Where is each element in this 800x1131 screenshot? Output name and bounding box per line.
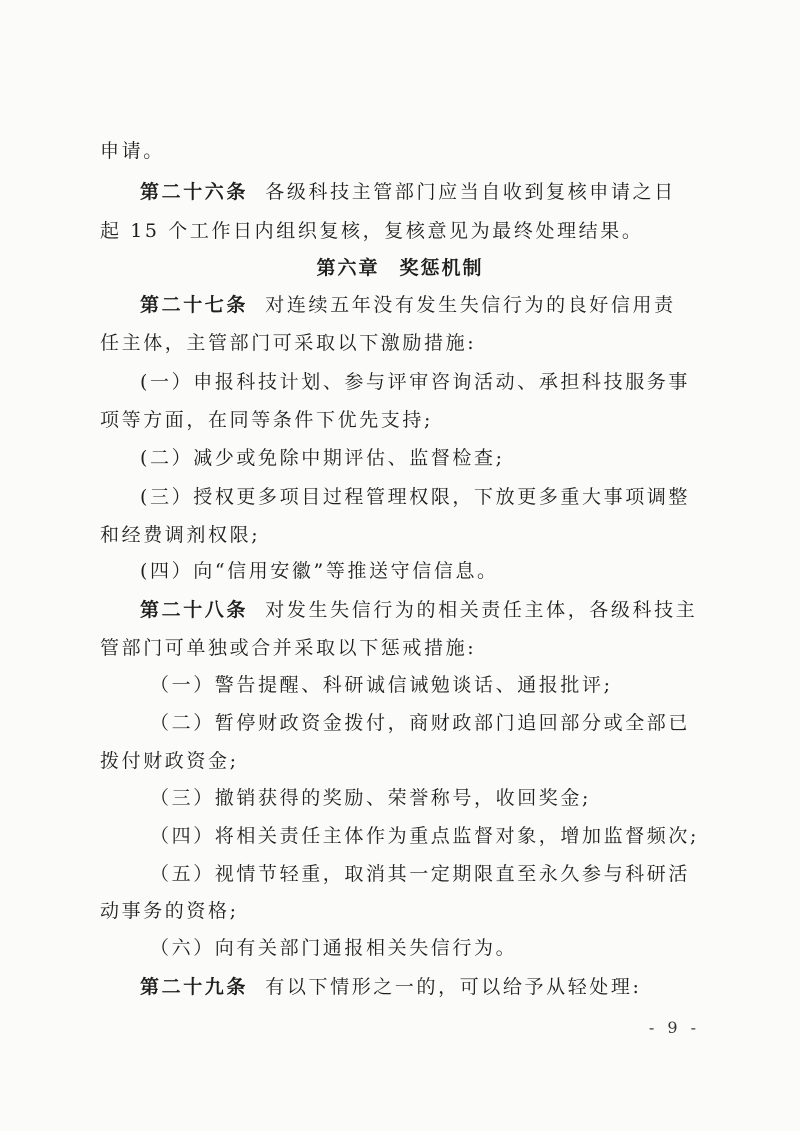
list-item-line [140,367,700,397]
line-text: 对发生失信行为的相关责任主体，各级科技主 [265,599,698,621]
article-heading: 第二十九条 [140,976,249,998]
line-text: 动事务的资格; [100,900,239,922]
list-item-line [150,933,700,963]
line-text: （四）将相关责任主体作为重点监督对象，增加监督频次; [150,825,700,847]
text-line [100,896,700,926]
text-line [100,328,700,358]
chapter-number: 第六章 [316,257,380,279]
text-line [100,746,700,776]
chapter-title: 奖惩机制 [399,257,484,279]
article-heading: 第二十八条 [140,599,249,621]
line-text: (三）授权更多项目过程管理权限，下放更多重大事项调整 [140,486,691,508]
line-text: 拨付财政资金; [100,750,239,772]
line-text: （五）视情节轻重，取消其一定期限直至永久参与科研活 [150,863,691,885]
article-28-line [140,595,700,625]
text-line [100,633,700,663]
line-text: 项等方面，在同等条件下优先支持; [100,409,434,431]
article-heading: 第二十七条 [140,294,249,316]
line-text: (四）向“信用安徽”等推送守信信息。 [140,560,499,582]
article-heading: 第二十六条 [140,181,249,203]
article-26-line [140,177,700,207]
line-text: 各级科技主管部门应当自收到复核申请之日 [265,181,676,203]
line-text: 申请。 [100,140,165,162]
line-text: （二）暂停财政资金拨付，商财政部门追回部分或全部已 [150,712,691,734]
text-line [100,136,700,166]
line-text: 管部门可单独或合并采取以下惩戒措施: [100,637,477,659]
line-text: 起 15 个工作日内组织复核，复核意见为最终处理结果。 [100,220,644,242]
list-item-line [140,556,700,586]
article-27-line [140,290,700,320]
text-line [100,405,700,435]
line-text: （一）警告提醒、科研诚信诫勉谈话、通报批评; [150,674,613,696]
list-item-line [150,783,700,813]
line-text: （六）向有关部门通报相关失信行为。 [150,937,518,959]
article-29-line [140,972,700,1002]
line-text: 有以下情形之一的，可以给予从轻处理: [265,976,642,998]
list-item-line [140,482,700,512]
list-item-line [150,708,700,738]
line-text: 和经费调剂权限; [100,524,261,546]
chapter-heading [0,253,800,283]
list-item-line [150,859,700,889]
line-text: （三）撤销获得的奖励、荣誉称号，收回奖金; [150,787,592,809]
line-text: 任主体，主管部门可采取以下激励措施: [100,332,477,354]
page-number: - 9 - [648,1018,700,1037]
text-line [100,216,700,246]
line-text: 对连续五年没有发生失信行为的良好信用责 [265,294,676,316]
list-item-line [140,443,700,473]
list-item-line [150,821,700,851]
line-text: (一）申报科技计划、参与评审咨询活动、承担科技服务事 [140,371,691,393]
line-text: (二）减少或免除中期评估、监督检查; [140,447,505,469]
text-line [100,520,700,550]
list-item-line [150,670,700,700]
